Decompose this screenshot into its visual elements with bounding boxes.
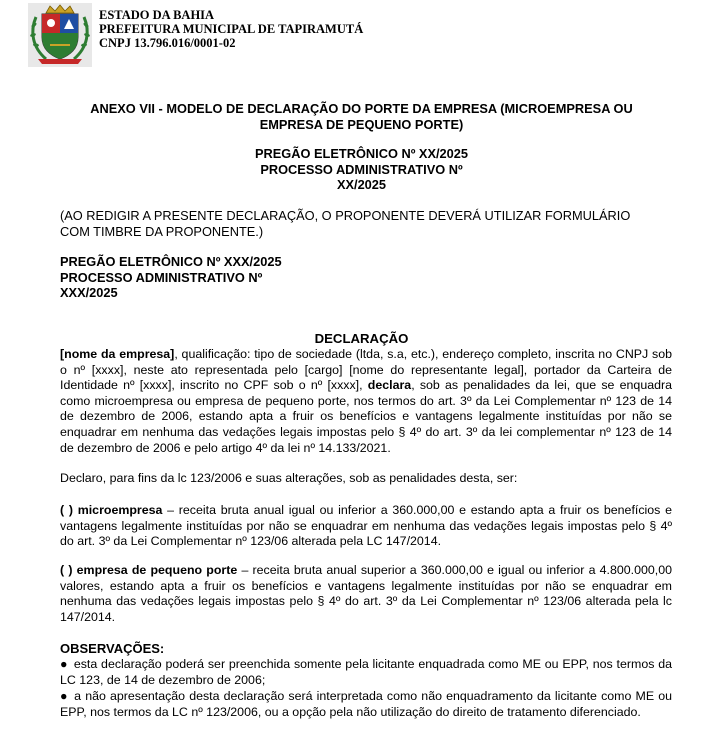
left-reference bbox=[60, 254, 672, 301]
top-processo: PROCESSO ADMINISTRATIVO Nº bbox=[260, 161, 463, 177]
header-cnpj: CNPJ 13.796.016/0001-02 bbox=[99, 36, 236, 50]
left-processo: PROCESSO ADMINISTRATIVO Nº bbox=[60, 269, 263, 285]
observation-item bbox=[60, 689, 672, 720]
observation-item bbox=[60, 657, 672, 688]
top-processo-number: XX/2025 bbox=[336, 177, 387, 192]
header-state: ESTADO DA BAHIA bbox=[99, 8, 215, 22]
left-processo-number: XXX/2025 bbox=[60, 285, 118, 300]
option-label: empresa de pequeno porte bbox=[76, 563, 238, 577]
annex-title-line1: ANEXO VII - MODELO DE DECLARAÇÃO DO PORTE DA EMPRESA (MICROEMPRESA OU bbox=[90, 101, 633, 116]
instruction-line2: COM TIMBRE DA PROPONENTE.) bbox=[60, 223, 264, 239]
municipal-coat-of-arms-icon bbox=[28, 3, 92, 67]
declaration-text-b: , sob as penalidades da lei, que se enquadra como microempresa ou empresa de pequeno porte, nos termos do art. 3º da Lei Complementar nº 123 de 14 de dezembro de 2006, estando apta a fruir os benefícios e vantagens legalmente instituídas por não se enquadrar em nenhuma das vedações legais impostas pelo § 4º do art. 3º da lei complementar nº 123 de 14 de dezembro de 2006 e pelo artigo 4º da lei nº 14.133/2021. bbox=[60, 378, 673, 455]
option-text: – receita bruta anual igual ou inferior a 360.000,00 e estando apta a fruir os benefícios e vantagens legalmente instituídas por não se enquadrar em nenhuma das vedações legais impostas pelo § 4º do art. 3º da Lei Complementar nº 123/06 alterada pela LC 147/2014. bbox=[60, 503, 672, 549]
bullet-icon: ● bbox=[60, 657, 68, 671]
declara-keyword: declara bbox=[367, 378, 412, 393]
instruction-line1: (AO REDIGIR A PRESENTE DECLARAÇÃO, O PROPONENTE DEVERÁ UTILIZAR FORMULÁRIO bbox=[60, 208, 631, 223]
option-empresa-pequeno-porte bbox=[60, 563, 672, 625]
left-pregao: PREGÃO ELETRÔNICO Nº XXX/2025 bbox=[60, 254, 282, 269]
observations-heading: OBSERVAÇÕES: bbox=[60, 641, 165, 656]
option-checkbox[interactable]: ( ) bbox=[60, 563, 73, 577]
annex-title bbox=[0, 101, 723, 132]
option-label: microempresa bbox=[77, 503, 163, 517]
option-microempresa bbox=[60, 503, 672, 550]
declaration-body bbox=[60, 347, 672, 456]
option-text: – receita bruta anual superior a 360.000,00 e igual ou inferior a 4.800.000,00 valores, estando apta a fruir os benefícios e vantagens legalmente instituídas por não se enquadrar em nenhuma das vedações legais impostas pelo § 4º do art. 3º da Lei Complementar nº 123/06 alterada pela lc 147/2014. bbox=[60, 563, 672, 624]
bullet-icon: ● bbox=[60, 689, 69, 703]
company-name-placeholder: [nome da empresa] bbox=[60, 347, 175, 361]
declaration-heading: DECLARAÇÃO bbox=[314, 331, 409, 346]
header-prefecture: PREFEITURA MUNICIPAL DE TAPIRAMUTÁ bbox=[99, 22, 364, 36]
annex-title-line2: EMPRESA DE PEQUENO PORTE) bbox=[259, 116, 464, 132]
top-reference bbox=[0, 146, 723, 193]
declaro-statement: Declaro, para fins da lc 123/2006 e suas alterações, sob as penalidades desta, ser: bbox=[60, 471, 518, 485]
top-pregao: PREGÃO ELETRÔNICO Nº XX/2025 bbox=[254, 146, 469, 161]
instruction bbox=[60, 208, 672, 239]
observation-text: esta declaração poderá ser preenchida somente pela licitante enquadrada como ME ou EPP, nos termos da LC 123, de 14 de dezembro de 2006; bbox=[60, 657, 672, 687]
option-checkbox[interactable]: ( ) bbox=[60, 503, 73, 517]
observation-text: a não apresentação desta declaração será interpretada como não enquadramento da licitante como ME ou EPP, nos termos da LC nº 123/2006, ou a opção pela não utilização do direito de tratamento diferenciado. bbox=[60, 689, 672, 719]
declaration-text-a: , qualificação: tipo de sociedade (ltda, s.a, etc.), endereço completo, inscrita no CNPJ sob o nº [xxxx], neste ato representada pelo [cargo] [nome do representante legal], portador da Carteira de Identidade nº [xxxx], inscrito no CPF sob o nº [xxxx], bbox=[60, 347, 672, 393]
